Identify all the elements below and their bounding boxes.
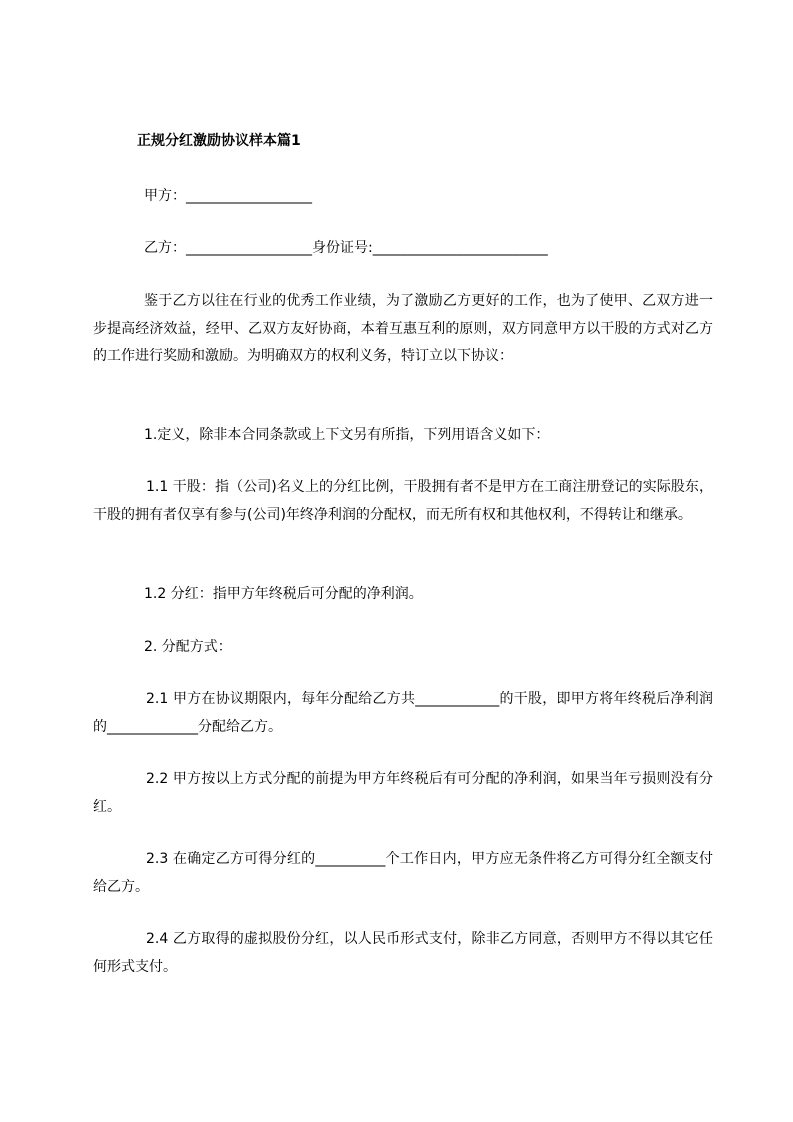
section-2-3-paragraph: 2.3 在确定乙方可得分红的__________个工作日内，甲方应无条件将乙方可得分红全额支付给乙方。	[93, 851, 713, 895]
section-2-4-paragraph: 2.4 乙方取得的虚拟股份分红，以人民币形式支付，除非乙方同意，否则甲方不得以其它任何形式支付。	[93, 931, 713, 975]
document-title: 正规分红激励协议样本篇1	[137, 133, 301, 149]
party-b-line: 乙方：__________________身份证号:_________________________	[144, 240, 548, 256]
section-1-1-paragraph: 1.1 干股：指（公司)名义上的分红比例，干股拥有者不是甲方在工商注册登记的实际股东，干股的拥有者仅享有参与(公司)年终净利润的分配权，而无所有权和其他权利，不得转让和继承。	[93, 479, 713, 523]
section-1-2-paragraph: 1.2 分红：指甲方年终税后可分配的净利润。	[144, 586, 423, 602]
party-a-line: 甲方：__________________	[144, 188, 312, 204]
section-2-1-paragraph: 2.1 甲方在协议期限内，每年分配给乙方共____________的干股，即甲方将年终税后净利润的_____________分配给乙方。	[93, 691, 713, 735]
intro-paragraph: 鉴于乙方以往在行业的优秀工作业绩，为了激励乙方更好的工作，也为了使甲、乙双方进一步提高经济效益，经甲、乙双方友好协商，本着互惠互利的原则，双方同意甲方以干股的方式对乙方的工作进行奖励和激励。为明确双方的权利义务，特订立以下协议：	[93, 293, 713, 364]
section-1-heading: 1.定义，除非本合同条款或上下文另有所指，下列用语含义如下：	[144, 427, 550, 443]
section-2-heading: 2. 分配方式：	[144, 639, 232, 655]
section-2-2-paragraph: 2.2 甲方按以上方式分配的前提为甲方年终税后有可分配的净利润，如果当年亏损则没有分红。	[93, 771, 713, 815]
